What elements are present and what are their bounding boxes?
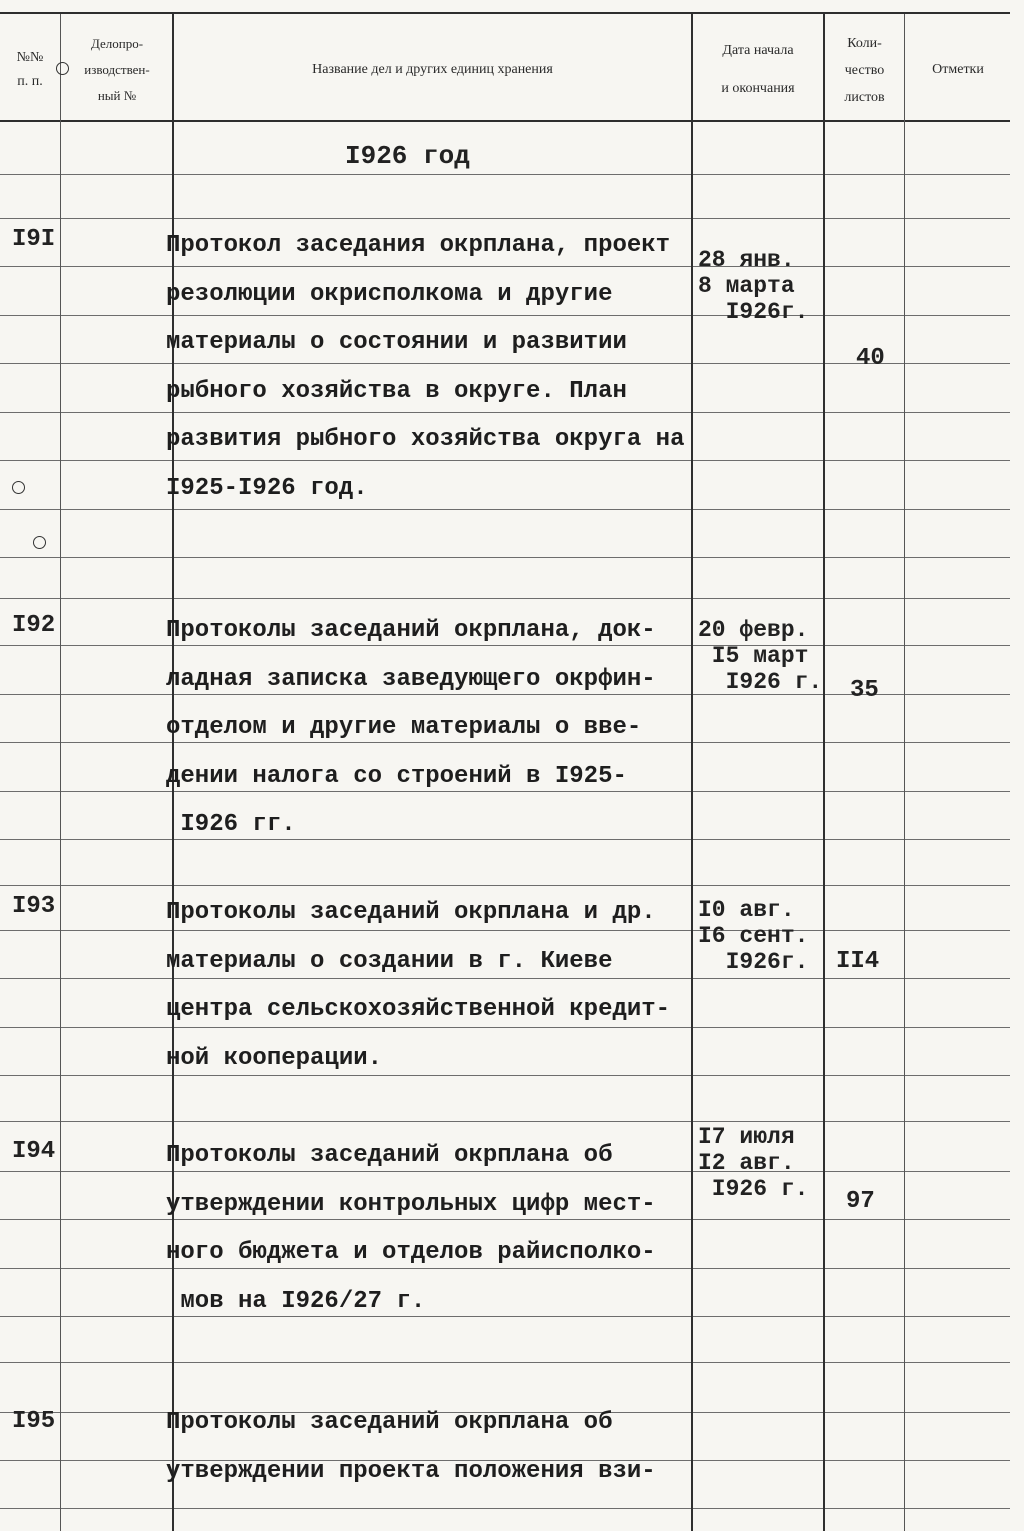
header-office-number: Делопро- изводствен- ный № [84,36,150,103]
ruled-line [0,1121,1010,1122]
record-dates: 28 янв. 8 марта I926г. [698,247,809,325]
header-bottom-line [0,120,1010,122]
column-rule [60,14,61,1531]
header-number: №№ п. п. [16,50,44,89]
header-sheets: Коли- чество листов [844,35,885,105]
ruled-line [0,885,1010,886]
record-title: Протоколы заседаний окрплана и др. материалы о создании в г. Киеве центра сельскохозяйственной кредит- ной кооперации. [166,899,671,1072]
record-dates: I0 авг. I6 сент. I926г. [698,897,809,975]
ruled-line [0,598,1010,599]
ruled-line [0,174,1010,175]
record-number: I92 [12,612,56,639]
record-title: Протоколы заседаний окрплана об утверждении проекта положения взи- [166,1409,656,1485]
ruled-line [0,1362,1010,1363]
punch-hole [12,481,25,494]
record-dates: 20 февр. I5 март I926 г. [698,617,823,695]
record-sheets: II4 [836,948,880,975]
record-title: Протокол заседания окрплана, проект резолюции окрисполкома и другие материалы о состоянии и развитии рыбного хозяйства в округе. План развития рыбного хозяйства округа на I925-I926 год. [166,232,685,502]
year-heading: I926 год [345,141,470,171]
ruled-line [0,557,1010,558]
ruled-line [0,1508,1010,1509]
punch-hole [33,536,46,549]
record-number: I94 [12,1138,56,1165]
header-notes: Отметки [932,62,984,77]
record-sheets: 35 [850,677,879,704]
column-rule [904,14,905,1531]
record-title: Протоколы заседаний окрплана об утверждении контрольных цифр мест- ного бюджета и отделов райисполко- мов на I926/27 г. [166,1142,656,1315]
record-number: I93 [12,893,56,920]
header-dates: Дата начала и окончания [721,43,795,96]
record-sheets: 97 [846,1188,875,1215]
record-dates: I7 июля I2 авг. I926 г. [698,1124,809,1202]
header-title: Название дел и других единиц хранения [312,62,553,77]
record-title: Протоколы заседаний окрплана, док- ладная записка заведующего окрфин- отделом и другие материалы о вве- дении налога со строений в I925- I926 гг. [166,617,656,838]
column-rule [823,14,825,1531]
record-number: I9I [12,226,56,253]
ruled-line [0,218,1010,219]
record-sheets: 40 [856,345,885,372]
record-number: I95 [12,1408,56,1435]
top-border-line [0,12,1010,14]
